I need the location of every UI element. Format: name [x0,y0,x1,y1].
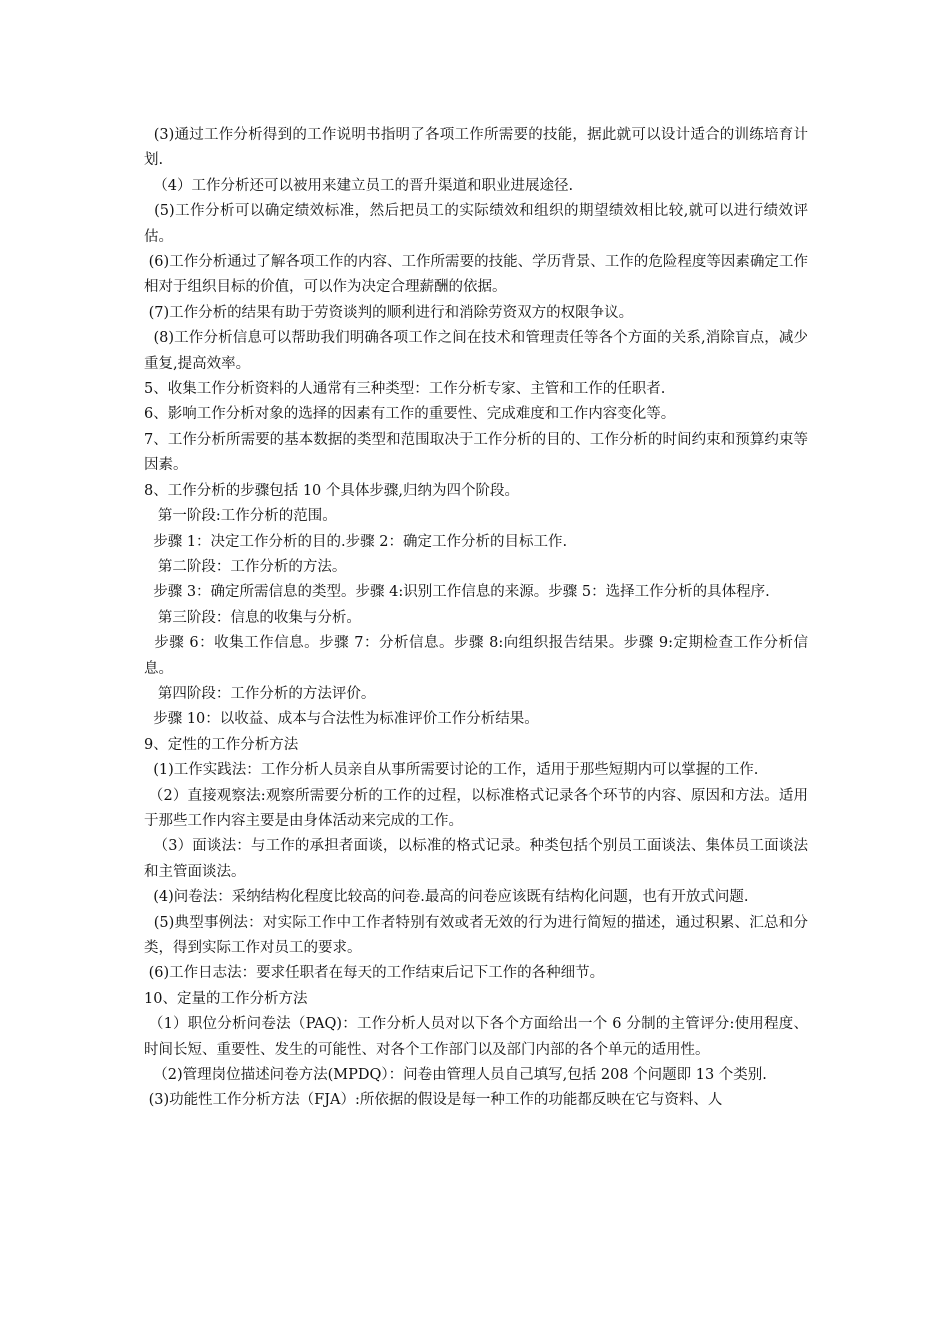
paragraph: (3)通过工作分析得到的工作说明书指明了各项工作所需要的技能，据此就可以设计适合的训练培育计划. [144,127,808,169]
paragraph: 第四阶段：工作分析的方法评价。 [157,685,376,702]
paragraph: 第三阶段：信息的收集与分析。 [157,609,361,626]
paragraph: 8、工作分析的步骤包括 10 个具体步骤,归纳为四个阶段。 [144,482,520,499]
paragraph: 步骤 6：收集工作信息。步骤 7：分析信息。步骤 8:向组织报告结果。步骤 9:定期检查工作分析信息。 [144,635,809,677]
paragraph: 5、收集工作分析资料的人通常有三种类型：工作分析专家、主管和工作的任职者. [144,381,666,398]
paragraph: (6)工作日志法：要求任职者在每天的工作结束后记下工作的各种细节。 [148,965,605,982]
paragraph: (5)典型事例法：对实际工作中工作者特别有效或者无效的行为进行简短的描述，通过积累、汇总和分类，得到实际工作对员工的要求。 [144,914,808,956]
paragraph: 6、影响工作分析对象的选择的因素有工作的重要性、完成难度和工作内容变化等。 [144,406,676,423]
paragraph: 第二阶段：工作分析的方法。 [157,558,347,575]
paragraph: 7、工作分析所需要的基本数据的类型和范围取决于工作分析的目的、工作分析的时间约束和预算约束等因素。 [144,431,808,474]
paragraph: (5)工作分析可以确定绩效标准，然后把员工的实际绩效和组织的期望绩效相比较,就可以进行绩效评估。 [144,203,808,245]
paragraph: （1）职位分析问卷法（PAQ)：工作分析人员对以下各个方面给出一个 6 分制的主管评分:使用程度、时间长短、重要性、发生的可能性、对各个工作部门以及部门内部的各个单元的适用性。 [144,1016,808,1058]
paragraph: (1)工作实践法：工作分析人员亲自从事所需要讨论的工作，适用于那些短期内可以掌握的工作. [153,762,759,779]
paragraph: (6)工作分析通过了解各项工作的内容、工作所需要的技能、学历背景、工作的危险程度等因素确定工作相对于组织目标的价值，可以作为决定合理薪酬的依据。 [144,254,809,296]
paragraph: 10、定量的工作分析方法 [144,990,308,1007]
paragraph: 步骤 1：决定工作分析的目的.步骤 2：确定工作分析的目标工作. [153,533,568,550]
paragraph: （4）工作分析还可以被用来建立员工的晋升渠道和职业进展途径. [153,177,574,194]
paragraph: （3）面谈法：与工作的承担者面谈，以标准的格式记录。种类包括个别员工面谈法、集体员工面谈法和主管面谈法。 [144,838,808,880]
paragraph: (8)工作分析信息可以帮助我们明确各项工作之间在技术和管理责任等各个方面的关系,消除盲点，减少重复,提高效率。 [144,330,809,372]
paragraph: 步骤 3：确定所需信息的类型。步骤 4:识别工作信息的来源。步骤 5：选择工作分析的具体程序. [153,584,770,601]
paragraph: （2）直接观察法:观察所需要分析的工作的过程，以标准格式记录各个环节的内容、原因和方法。适用于那些工作内容主要是由身体活动来完成的工作。 [144,787,809,829]
paragraph: 9、定性的工作分析方法 [144,736,299,753]
document-body [144,123,808,1114]
paragraph: （2)管理岗位描述问卷方法(MPDQ）：问卷由管理人员自己填写,包括 208 个问题即 13 个类别. [153,1067,767,1084]
paragraph: 第一阶段:工作分析的范围。 [157,508,337,525]
paragraph: 步骤 10：以收益、成本与合法性为标准评价工作分析结果。 [153,711,539,728]
paragraph: (7)工作分析的结果有助于劳资谈判的顺利进行和消除劳资双方的权限争议。 [148,304,634,321]
paragraph: (3)功能性工作分析方法（FJA）:所依据的假设是每一种工作的功能都反映在它与资料、人 [148,1092,723,1109]
paragraph: (4)问卷法：采纳结构化程度比较高的问卷.最高的问卷应该既有结构化问题，也有开放式问题. [153,889,749,906]
